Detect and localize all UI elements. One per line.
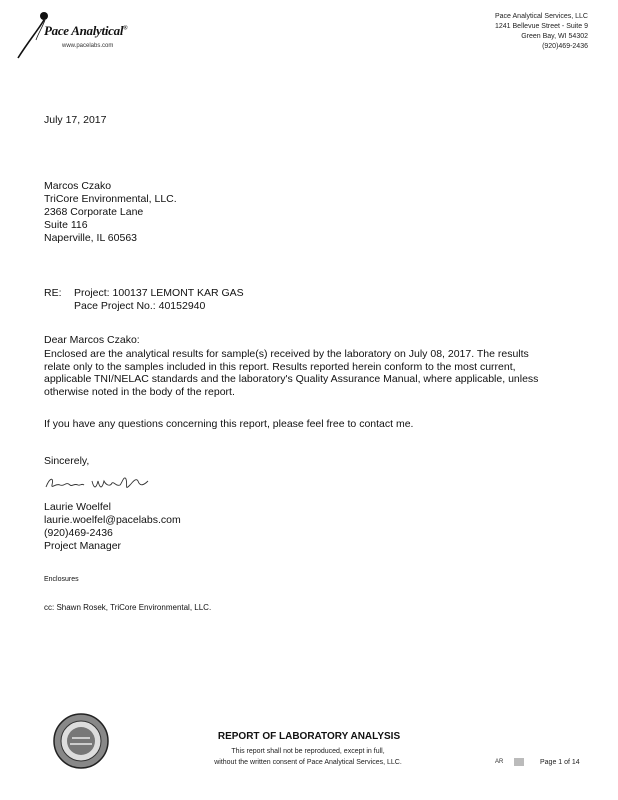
re-label: RE: (44, 287, 62, 299)
letter-date: July 17, 2017 (44, 114, 107, 126)
greeting: Dear Marcos Czako: (44, 334, 140, 346)
recipient-city: Naperville, IL 60563 (44, 232, 138, 244)
signer-title: Project Manager (44, 540, 122, 552)
recipient-company: TriCore Environmental, LLC. (44, 193, 177, 205)
re-project: Project: 100137 LEMONT KAR GAS (74, 287, 244, 299)
recipient-address (44, 180, 177, 245)
questions-line: If you have any questions concerning this report, please feel free to contact me. (44, 418, 414, 430)
cc-line: cc: Shawn Rosek, TriCore Environmental, LLC. (44, 603, 212, 612)
company-city: Green Bay, WI 54302 (521, 33, 588, 40)
recipient-suite: Suite 116 (44, 219, 88, 231)
signer-block (44, 501, 181, 553)
signer-name: Laurie Woelfel (44, 501, 111, 513)
signer-email: laurie.woelfel@pacelabs.com (44, 514, 181, 526)
company-address-block (495, 12, 588, 52)
company-street: 1241 Bellevue Street - Suite 9 (494, 23, 588, 30)
recipient-street: 2368 Corporate Lane (44, 206, 144, 218)
page-number: Page 1 of 14 (540, 759, 580, 766)
logo-website: www.pacelabs.com (62, 43, 114, 49)
ar-mark: AR (495, 759, 504, 765)
signature-image (44, 471, 154, 495)
recipient-name: Marcos Czako (44, 180, 112, 192)
logo-wordmark: Pace Analytical® (44, 23, 128, 38)
company-name: Pace Analytical Services, LLC (495, 13, 588, 20)
handwritten-signature-icon (44, 471, 154, 495)
re-pace-project-no: Pace Project No.: 40152940 (74, 300, 206, 312)
enclosures-note: Enclosures (44, 576, 79, 583)
closing: Sincerely, (44, 455, 90, 467)
reproduction-notice: This report shall not be reproduced, except in full, without the written consent of Pace Analytical Services, LLC. (214, 748, 402, 766)
signer-phone: (920)469-2436 (44, 527, 113, 539)
company-phone: (920)469-2436 (542, 43, 588, 50)
body-paragraph: Enclosed are the analytical results for sample(s) received by the laboratory on July 08, 2017. The results relate only to the samples included in this report. Results reported herein conform to the most current, applicable TNI/NELAC standards and the laboratory's Quality Assurance Manual, where applicable, unless otherwise noted in the body of the report. (44, 348, 539, 398)
report-title: REPORT OF LABORATORY ANALYSIS (217, 731, 401, 742)
barcode-mark (514, 758, 524, 766)
